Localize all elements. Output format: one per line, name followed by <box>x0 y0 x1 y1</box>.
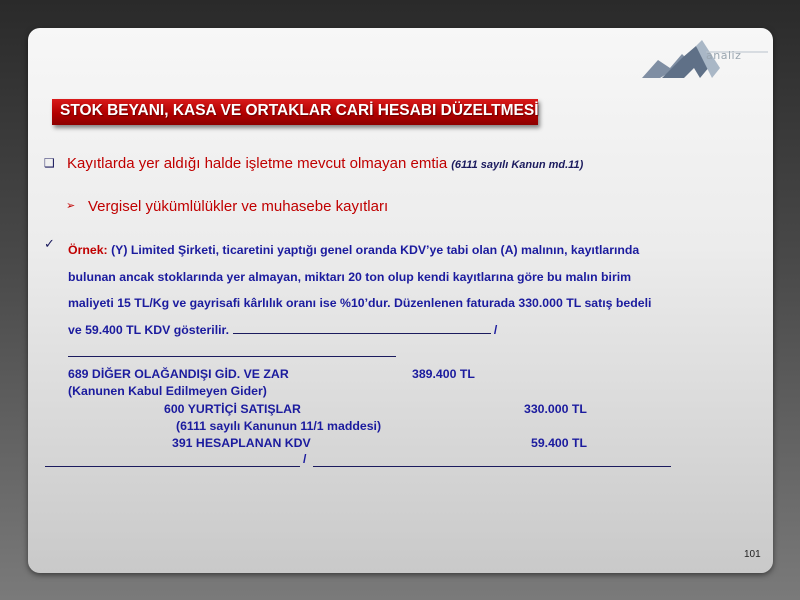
credit2-account: 391 HESAPLANAN KDV <box>172 436 311 450</box>
square-bullet-icon: ❑ <box>44 156 55 170</box>
example-paragraph <box>68 237 768 343</box>
bullet1-line <box>67 155 583 172</box>
slide-title: STOK BEYANI, KASA VE ORTAKLAR CARİ HESABI DÜZELTMESİ <box>60 102 539 119</box>
arrow-bullet-icon: ➢ <box>66 200 76 212</box>
credit1-amount: 330.000 TL <box>524 402 587 416</box>
journal-top-rule <box>68 356 396 357</box>
bullet1-text: Kayıtlarda yer aldığı halde işletme mevcut olmayan emtia <box>67 155 448 172</box>
example-line-4: ve 59.400 TL KDV gösterilir. <box>68 322 230 337</box>
logo-text: analiz <box>706 49 742 62</box>
company-logo-icon <box>640 38 770 84</box>
checkmark-bullet-icon: ✓ <box>44 236 55 251</box>
credit2-amount: 59.400 TL <box>531 436 588 450</box>
debit-amount: 389.400 TL <box>412 367 475 381</box>
journal-bottom-rule-right <box>313 466 671 467</box>
debit-account: 689 DİĞER OLAĞANDIŞI GİD. VE ZAR <box>68 367 289 381</box>
journal-bottom-rule-left <box>45 466 300 467</box>
credit1-account: 600 YURTİÇİ SATIŞLAR <box>164 402 301 416</box>
example-line-1: (Y) Limited Şirketi, ticaretini yaptığı genel oranda KDV’ye tabi olan (A) malının, kayıtlarında <box>111 243 640 257</box>
example-slash: / <box>493 322 498 337</box>
blank-underline <box>233 332 491 334</box>
example-label: Örnek: <box>68 243 108 257</box>
example-line-3: maliyeti 15 TL/Kg ve gayrisafi kârlılık oranı ise %10’dur. Düzenlenen faturada 330.000 TL satış bedeli <box>68 296 652 310</box>
page-number: 101 <box>744 549 761 560</box>
credit1-note: (6111 sayılı Kanunun 11/1 maddesi) <box>176 419 382 433</box>
bullet2-text: Vergisel yükümlülükler ve muhasebe kayıtları <box>88 198 389 215</box>
example-line-2: bulunan ancak stoklarında yer almayan, miktarı 20 ton olup kendi kayıtlarına göre bu malın birim <box>68 269 632 284</box>
bullet1-reference: (6111 sayılı Kanun md.11) <box>451 159 584 171</box>
debit-note: (Kanunen Kabul Edilmeyen Gider) <box>68 384 267 398</box>
journal-bottom-slash: / <box>303 452 307 466</box>
